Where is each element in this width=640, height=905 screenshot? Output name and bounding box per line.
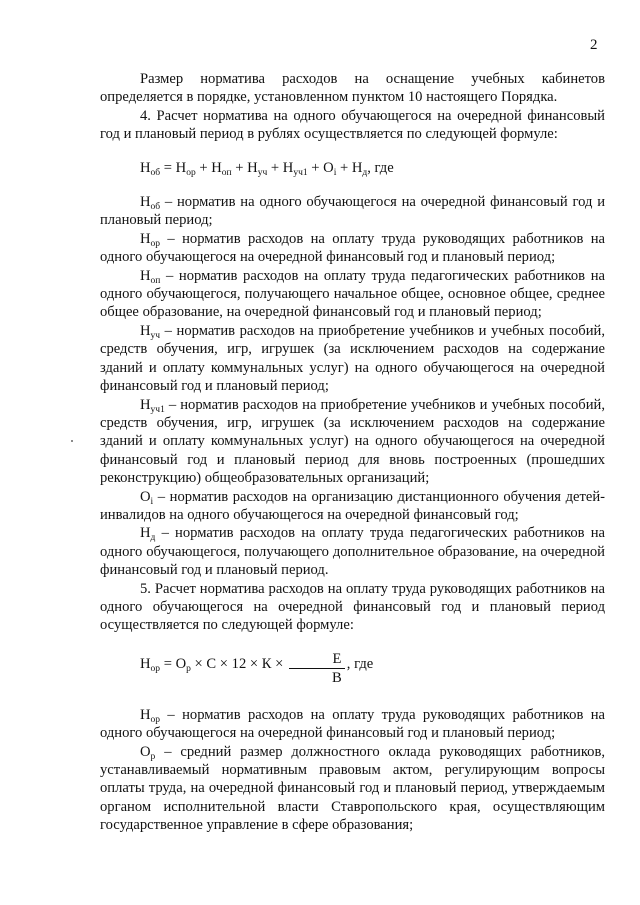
symbol-n-uch: $Н_{уч}$	[247, 159, 268, 178]
symbol-n-op: $Н_{оп}$	[211, 159, 232, 178]
definition-n-or: $Н_{ор}$ – норматив расходов на оплату труда руководящих работников на одного обучающегося на очередной финансовый год и плановый период;	[100, 230, 605, 266]
symbol-o-i: $О_i$	[323, 159, 337, 178]
fraction-denominator: В	[332, 669, 342, 686]
symbol-n-d: $Н_д$	[351, 159, 368, 178]
symbol-o-r: $О_р$	[175, 655, 191, 674]
definition-n-uch1: $Н_{уч1}$ – норматив расходов на приобретение учебников и учебных пособий, средств обучения, игр, игрушек (за исключением расходов на содержание зданий и оплату коммунальных услуг) на одного обучающегося на очередной финансовый год и плановый период для вновь построенных (прошедших реконструкцию) общеобразовательных организаций;	[100, 396, 605, 487]
fraction-numerator: Е	[289, 651, 345, 669]
symbol-n-ob: $Н_{об}$	[140, 159, 161, 178]
definition-n-d: $Н_д$ – норматив расходов на оплату труда педагогических работников на одного обучающегося, получающего дополнительное образование, на очередной финансовый год и плановый период.	[100, 525, 605, 579]
definition-o-r: $О_р$ – средний размер должностного оклада руководящих работников, устанавливаемый нормативным правовым актом, регулирующим вопросы оплаты труда, на очередной финансовый год и плановый период, утверждаемым органом исполнительной власти Ставропольского края, осуществляющим государственное управление в сфере образования;	[100, 743, 606, 834]
symbol-n-uch1: $Н_{уч1}$	[282, 159, 308, 178]
formula-total-norm: $Н_{об} = Н_{ор} + Н_{оп} + Н_{уч} + Н_{уч1} + О_i + Н_д$, где	[140, 159, 394, 178]
definition-o-i: $О_i$ – норматив расходов на организацию дистанционного обучения детей-инвалидов на одного обучающегося на очередной финансовый год;	[100, 488, 606, 523]
definition-n-uch: $Н_{уч}$ – норматив расходов на приобретение учебников и учебных пособий, средств обучения, игр, игрушек (за исключением расходов на содержание зданий и оплату коммунальных услуг) на одного обучающегося на очередной финансовый год и плановый период;	[100, 322, 605, 395]
formula-management-norm: $Н_{ор} = О_р \times С \times 12 \times К$ × $\frac{Е}{В}$ , где	[140, 650, 374, 686]
definition-n-ob: $Н_{об}$ – норматив на одного обучающегося на очередной финансовый год и плановый период;	[100, 194, 605, 229]
fraction-e-over-b	[289, 651, 345, 686]
page-number: 2	[590, 37, 598, 53]
symbol-n-or: $Н_{ор}$	[140, 655, 161, 674]
document-body	[100, 70, 605, 835]
definition-n-or-2: $Н_{ор}$ – норматив расходов на оплату труда руководящих работников на одного обучающегося на очередной финансовый год и плановый период;	[100, 706, 605, 742]
scan-speck	[71, 440, 73, 442]
paragraph-item-5: 5. Расчет норматива расходов на оплату труда руководящих работников на одного обучающегося на очередной финансовый год и плановый период осуществляется по следующей формуле:	[100, 580, 605, 634]
definition-n-op: $Н_{оп}$ – норматив расходов на оплату труда педагогических работников на одного обучающегося, получающего начальное общее, основное общее, среднее общее образование, на очередной финансовый год и плановый период;	[100, 267, 605, 321]
symbol-n-or: $Н_{ор}$	[175, 159, 196, 178]
paragraph-cabinet-equipment: Размер норматива расходов на оснащение учебных кабинетов определяется в порядке, установленном пунктом 10 настоящего Порядка.	[100, 71, 605, 106]
paragraph-item-4: 4. Расчет норматива на одного обучающегося на очередной финансовый год и плановый период в рублях осуществляется по следующей формуле:	[100, 107, 605, 143]
